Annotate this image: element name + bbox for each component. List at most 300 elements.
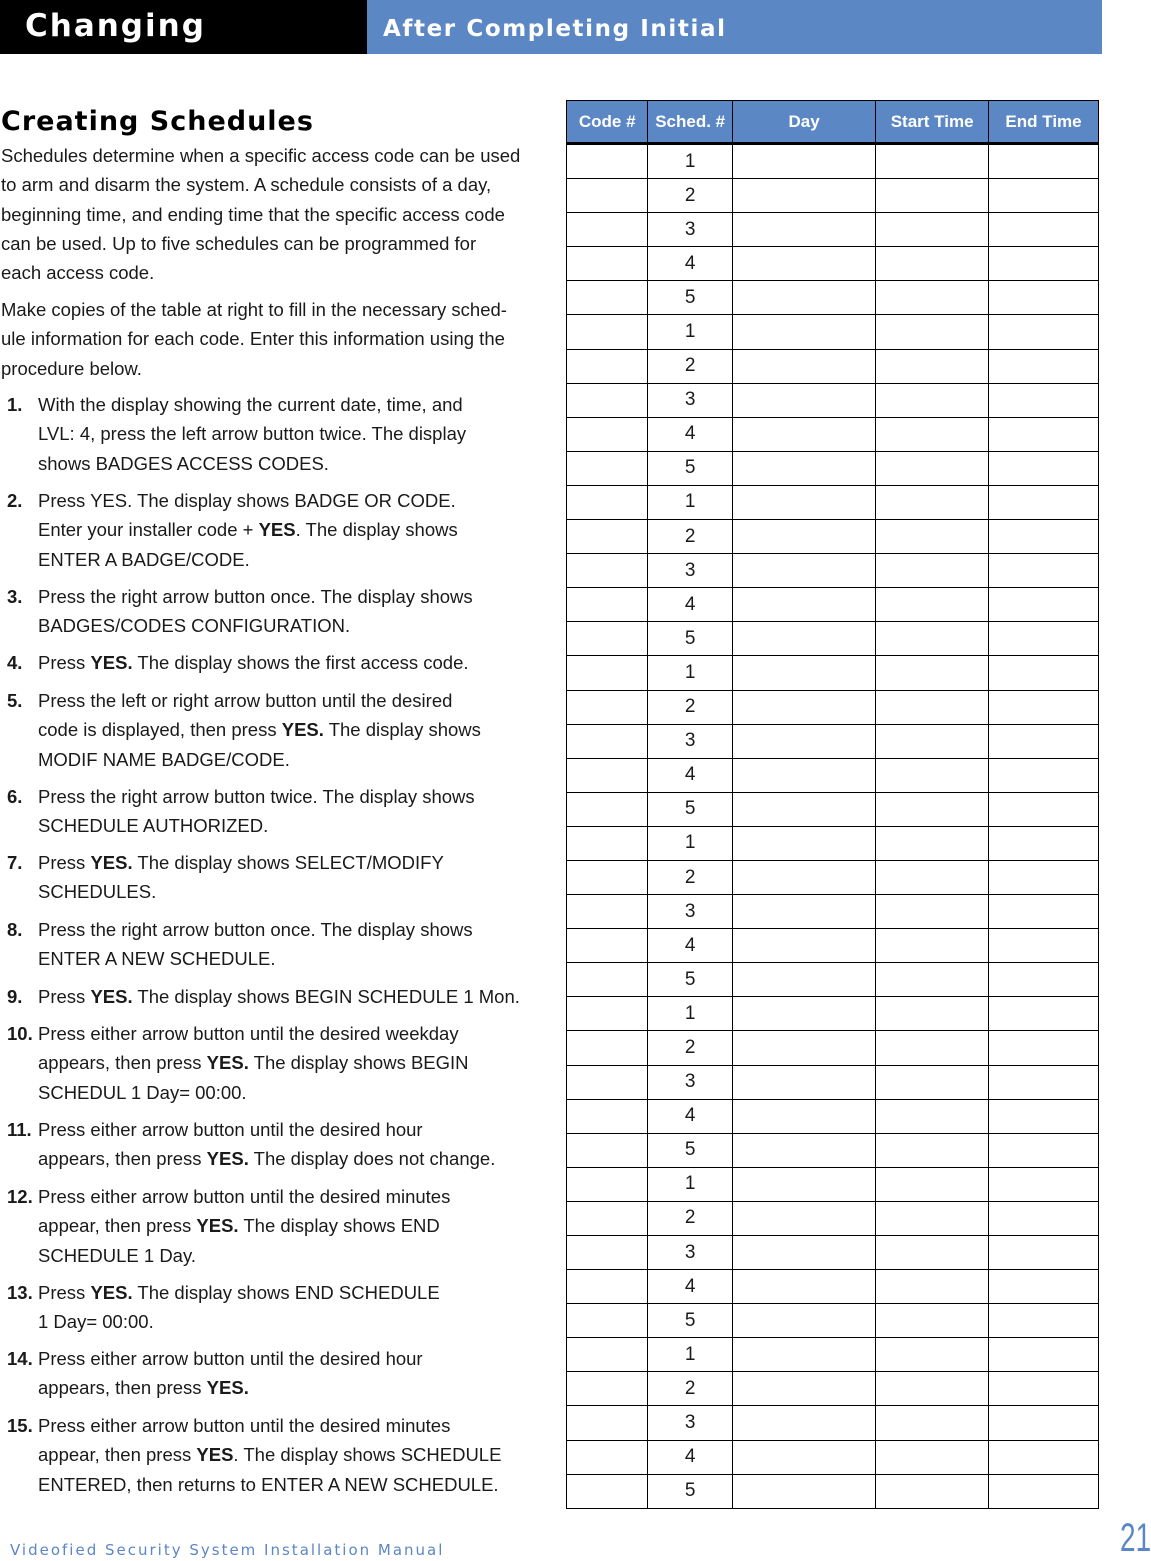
blank-cell bbox=[989, 247, 1099, 281]
blank-cell bbox=[567, 792, 648, 826]
blank-cell bbox=[732, 1304, 875, 1338]
procedure-step bbox=[7, 848, 547, 907]
blank-cell bbox=[732, 1031, 875, 1065]
sched-number-cell: 2 bbox=[648, 860, 733, 894]
blank-cell bbox=[567, 1440, 648, 1474]
blank-cell bbox=[732, 281, 875, 315]
blank-cell bbox=[989, 1099, 1099, 1133]
step-line bbox=[38, 915, 547, 944]
blank-cell bbox=[876, 588, 989, 622]
blank-cell bbox=[989, 554, 1099, 588]
blank-cell bbox=[876, 1133, 989, 1167]
sched-number-cell: 2 bbox=[648, 349, 733, 383]
step-line bbox=[38, 1048, 547, 1077]
blank-cell bbox=[876, 860, 989, 894]
sched-number-cell: 2 bbox=[648, 1031, 733, 1065]
blank-cell bbox=[567, 281, 648, 315]
blank-cell bbox=[989, 144, 1099, 179]
schedule-table bbox=[566, 100, 1099, 1509]
step-text-segment: The display shows END SCHEDULE bbox=[132, 1282, 440, 1303]
step-text-segment: appears, then press bbox=[38, 1052, 207, 1074]
blank-cell bbox=[567, 1133, 648, 1167]
paragraph-line: ule information for each code. Enter this information using the bbox=[1, 328, 505, 350]
step-number: 5. bbox=[7, 690, 23, 711]
sched-number-cell: 5 bbox=[648, 963, 733, 997]
sched-number-cell: 1 bbox=[648, 826, 733, 860]
step-line bbox=[38, 1019, 547, 1048]
blank-cell bbox=[876, 929, 989, 963]
blank-cell bbox=[732, 588, 875, 622]
blank-cell bbox=[732, 1440, 875, 1474]
step-text-segment: With the display showing the current date, time, and bbox=[38, 394, 463, 415]
blank-cell bbox=[732, 451, 875, 485]
blank-cell bbox=[567, 826, 648, 860]
blank-cell bbox=[989, 622, 1099, 656]
page-heading: Creating Schedules bbox=[1, 106, 314, 137]
step-text-segment: . The display shows SCHEDULE bbox=[233, 1444, 502, 1466]
table-row bbox=[567, 792, 1099, 826]
step-text-segment: MODIF NAME BADGE/CODE. bbox=[38, 748, 290, 770]
sched-number-cell: 4 bbox=[648, 929, 733, 963]
blank-cell bbox=[989, 520, 1099, 554]
sched-number-cell: 1 bbox=[648, 485, 733, 519]
step-text bbox=[38, 486, 547, 574]
step-text bbox=[38, 648, 547, 677]
blank-cell bbox=[876, 724, 989, 758]
step-line bbox=[38, 449, 547, 478]
step-line bbox=[38, 1411, 547, 1440]
blank-cell bbox=[989, 588, 1099, 622]
table-row bbox=[567, 758, 1099, 792]
blank-cell bbox=[567, 963, 648, 997]
step-text bbox=[38, 782, 547, 841]
blank-cell bbox=[876, 247, 989, 281]
blank-cell bbox=[732, 144, 875, 179]
paragraph-line: beginning time, and ending time that the specific access code bbox=[1, 203, 505, 225]
sched-number-cell: 1 bbox=[648, 997, 733, 1031]
step-text-segment: The display shows END bbox=[238, 1215, 440, 1237]
blank-cell bbox=[732, 247, 875, 281]
step-number: 4. bbox=[7, 652, 23, 673]
step-text bbox=[38, 848, 547, 907]
blank-cell bbox=[876, 895, 989, 929]
table-row bbox=[567, 860, 1099, 894]
step-number: 9. bbox=[7, 986, 23, 1007]
blank-cell bbox=[567, 1031, 648, 1065]
step-line bbox=[38, 545, 547, 574]
step-text bbox=[38, 1278, 547, 1337]
blank-cell bbox=[732, 1167, 875, 1201]
table-row bbox=[567, 1406, 1099, 1440]
blank-cell bbox=[567, 929, 648, 963]
blank-cell bbox=[567, 383, 648, 417]
blank-cell bbox=[876, 315, 989, 349]
step-line bbox=[38, 1078, 547, 1107]
procedure-step bbox=[7, 486, 547, 574]
blank-cell bbox=[989, 1031, 1099, 1065]
procedure-step bbox=[7, 1019, 547, 1107]
blank-cell bbox=[876, 997, 989, 1031]
step-text bbox=[38, 1182, 547, 1270]
blank-cell bbox=[732, 179, 875, 213]
blank-cell bbox=[876, 1406, 989, 1440]
step-line bbox=[38, 419, 547, 448]
step-text-segment: YES. bbox=[281, 719, 324, 741]
step-line bbox=[38, 1182, 547, 1211]
blank-cell bbox=[989, 213, 1099, 247]
blank-cell bbox=[876, 144, 989, 179]
sched-number-cell: 1 bbox=[648, 656, 733, 690]
blank-cell bbox=[567, 1304, 648, 1338]
step-number: 1. bbox=[7, 394, 23, 415]
step-text-segment: Press the right arrow button twice. The display shows bbox=[38, 786, 475, 807]
table-row bbox=[567, 929, 1099, 963]
step-line bbox=[38, 877, 547, 906]
table-row bbox=[567, 963, 1099, 997]
page-number: 21 bbox=[1120, 1516, 1151, 1560]
blank-cell bbox=[989, 1304, 1099, 1338]
blank-cell bbox=[732, 1372, 875, 1406]
blank-cell bbox=[567, 179, 648, 213]
blank-cell bbox=[732, 554, 875, 588]
blank-cell bbox=[732, 1236, 875, 1270]
blank-cell bbox=[732, 997, 875, 1031]
blank-cell bbox=[567, 213, 648, 247]
table-row bbox=[567, 690, 1099, 724]
blank-cell bbox=[989, 792, 1099, 826]
table-row bbox=[567, 417, 1099, 451]
manual-title: Videofied Security System Installation Manual bbox=[10, 1541, 445, 1559]
blank-cell bbox=[732, 1133, 875, 1167]
blank-cell bbox=[876, 1167, 989, 1201]
blank-cell bbox=[732, 929, 875, 963]
step-line bbox=[38, 1115, 547, 1144]
blank-cell bbox=[567, 144, 648, 179]
blank-cell bbox=[732, 520, 875, 554]
blank-cell bbox=[567, 485, 648, 519]
section-subtitle: After Completing Initial Configuration/Programming bbox=[367, 0, 1102, 54]
table-row bbox=[567, 1201, 1099, 1235]
blank-cell bbox=[989, 281, 1099, 315]
blank-cell bbox=[989, 1474, 1099, 1508]
step-text-segment: The display shows BEGIN bbox=[248, 1052, 469, 1074]
step-line bbox=[38, 648, 547, 677]
sched-number-cell: 3 bbox=[648, 1406, 733, 1440]
table-row bbox=[567, 724, 1099, 758]
step-text-segment: Press either arrow button until the desired minutes bbox=[38, 1415, 451, 1436]
table-row bbox=[567, 1372, 1099, 1406]
step-text-segment: SCHEDULES. bbox=[38, 881, 157, 903]
procedure-step bbox=[7, 982, 547, 1011]
sched-number-cell: 3 bbox=[648, 213, 733, 247]
blank-cell bbox=[989, 860, 1099, 894]
blank-cell bbox=[732, 383, 875, 417]
blank-cell bbox=[732, 758, 875, 792]
step-text-segment: ENTERED, then returns to ENTER A NEW SCHEDULE. bbox=[38, 1473, 499, 1495]
step-line bbox=[38, 1373, 547, 1402]
blank-cell bbox=[989, 179, 1099, 213]
blank-cell bbox=[876, 281, 989, 315]
step-line bbox=[38, 390, 547, 419]
paragraph bbox=[1, 295, 546, 383]
blank-cell bbox=[567, 1167, 648, 1201]
step-text-segment: YES. bbox=[90, 986, 133, 1007]
blank-cell bbox=[876, 1338, 989, 1372]
sched-number-cell: 1 bbox=[648, 1338, 733, 1372]
step-text-segment: Press either arrow button until the desired hour bbox=[38, 1119, 423, 1140]
step-number: 14. bbox=[7, 1348, 33, 1369]
paragraph-line: each access code. bbox=[1, 262, 155, 284]
blank-cell bbox=[989, 724, 1099, 758]
section-title: Changing Settings bbox=[0, 0, 367, 54]
step-text-segment: Enter your installer code + bbox=[38, 519, 259, 541]
step-text-segment: Press either arrow button until the desired hour bbox=[38, 1348, 423, 1369]
procedure-step bbox=[7, 1344, 547, 1403]
step-line bbox=[38, 745, 547, 774]
step-line bbox=[38, 1307, 547, 1336]
blank-cell bbox=[732, 656, 875, 690]
sched-number-cell: 2 bbox=[648, 1201, 733, 1235]
blank-cell bbox=[732, 1338, 875, 1372]
step-text-segment: YES. bbox=[90, 852, 133, 873]
blank-cell bbox=[732, 860, 875, 894]
blank-cell bbox=[876, 1474, 989, 1508]
step-text-segment: YES. bbox=[90, 1282, 133, 1303]
blank-cell bbox=[732, 826, 875, 860]
step-text bbox=[38, 686, 547, 774]
sched-number-cell: 4 bbox=[648, 247, 733, 281]
step-text bbox=[38, 582, 547, 641]
table-row bbox=[567, 451, 1099, 485]
step-text-segment: Press bbox=[38, 986, 91, 1007]
step-text-segment: The display shows BEGIN SCHEDULE 1 Mon. bbox=[132, 986, 520, 1007]
table-row bbox=[567, 622, 1099, 656]
table-row bbox=[567, 1167, 1099, 1201]
blank-cell bbox=[989, 451, 1099, 485]
table-row bbox=[567, 997, 1099, 1031]
blank-cell bbox=[876, 1304, 989, 1338]
blank-cell bbox=[989, 690, 1099, 724]
blank-cell bbox=[876, 349, 989, 383]
sched-number-cell: 3 bbox=[648, 383, 733, 417]
blank-cell bbox=[876, 1201, 989, 1235]
step-line bbox=[38, 1344, 547, 1373]
table-row bbox=[567, 1133, 1099, 1167]
blank-cell bbox=[876, 792, 989, 826]
step-line bbox=[38, 486, 547, 515]
blank-cell bbox=[876, 758, 989, 792]
table-row bbox=[567, 1065, 1099, 1099]
column-header: Code # bbox=[567, 101, 648, 144]
step-text-segment: YES. bbox=[206, 1377, 249, 1399]
step-text-segment: appears, then press bbox=[38, 1377, 207, 1399]
blank-cell bbox=[732, 1201, 875, 1235]
paragraph-line: can be used. Up to five schedules can be programmed for bbox=[1, 232, 477, 254]
table-row bbox=[567, 383, 1099, 417]
blank-cell bbox=[732, 1474, 875, 1508]
procedure-step bbox=[7, 782, 547, 841]
table-row bbox=[567, 315, 1099, 349]
blank-cell bbox=[567, 1099, 648, 1133]
blank-cell bbox=[732, 792, 875, 826]
blank-cell bbox=[567, 690, 648, 724]
step-text-segment: Press either arrow button until the desired weekday bbox=[38, 1023, 459, 1044]
sched-number-cell: 2 bbox=[648, 690, 733, 724]
blank-cell bbox=[989, 895, 1099, 929]
blank-cell bbox=[732, 213, 875, 247]
table-row bbox=[567, 1440, 1099, 1474]
blank-cell bbox=[567, 315, 648, 349]
blank-cell bbox=[567, 554, 648, 588]
blank-cell bbox=[567, 1201, 648, 1235]
sched-number-cell: 3 bbox=[648, 1236, 733, 1270]
table-row bbox=[567, 1270, 1099, 1304]
blank-cell bbox=[989, 315, 1099, 349]
step-line bbox=[38, 1278, 547, 1307]
blank-cell bbox=[567, 656, 648, 690]
paragraph-line: Schedules determine when a specific access code can be used bbox=[1, 145, 521, 166]
table-row bbox=[567, 1338, 1099, 1372]
blank-cell bbox=[732, 1065, 875, 1099]
step-text-segment: LVL: 4, press the left arrow button twice. The display bbox=[38, 423, 467, 445]
paragraph-line: to arm and disarm the system. A schedule consists of a day, bbox=[1, 174, 492, 196]
step-line bbox=[38, 1211, 547, 1240]
blank-cell bbox=[989, 1406, 1099, 1440]
blank-cell bbox=[567, 724, 648, 758]
blank-cell bbox=[732, 1270, 875, 1304]
blank-cell bbox=[876, 485, 989, 519]
step-number: 2. bbox=[7, 490, 23, 511]
table-row bbox=[567, 349, 1099, 383]
table-row bbox=[567, 554, 1099, 588]
step-number: 11. bbox=[7, 1119, 32, 1140]
step-text-segment: appear, then press bbox=[38, 1444, 197, 1466]
blank-cell bbox=[567, 520, 648, 554]
table-row bbox=[567, 485, 1099, 519]
step-line bbox=[38, 811, 547, 840]
blank-cell bbox=[989, 383, 1099, 417]
blank-cell bbox=[876, 1372, 989, 1406]
blank-cell bbox=[567, 1406, 648, 1440]
blank-cell bbox=[567, 895, 648, 929]
table-row bbox=[567, 179, 1099, 213]
sched-number-cell: 2 bbox=[648, 1372, 733, 1406]
step-line bbox=[38, 1440, 547, 1469]
column-header: Day bbox=[732, 101, 875, 144]
table-row bbox=[567, 895, 1099, 929]
blank-cell bbox=[876, 1099, 989, 1133]
procedure-step bbox=[7, 1278, 547, 1337]
step-text-segment: Press the right arrow button once. The display shows bbox=[38, 919, 473, 940]
step-line bbox=[38, 715, 547, 744]
table-row bbox=[567, 1304, 1099, 1338]
sched-number-cell: 2 bbox=[648, 179, 733, 213]
blank-cell bbox=[876, 554, 989, 588]
blank-cell bbox=[876, 826, 989, 860]
step-line bbox=[38, 1144, 547, 1173]
procedure-step bbox=[7, 648, 547, 677]
step-text-segment: The display does not change. bbox=[248, 1148, 496, 1170]
blank-cell bbox=[876, 1270, 989, 1304]
step-line bbox=[38, 515, 547, 544]
step-text-segment: Press the left or right arrow button until the desired bbox=[38, 690, 453, 711]
table-row bbox=[567, 281, 1099, 315]
step-line bbox=[38, 1241, 547, 1270]
step-text-segment: ENTER A NEW SCHEDULE. bbox=[38, 948, 276, 970]
step-text-segment: BADGES/CODES CONFIGURATION. bbox=[38, 615, 351, 637]
blank-cell bbox=[567, 247, 648, 281]
sched-number-cell: 4 bbox=[648, 1099, 733, 1133]
step-line bbox=[38, 611, 547, 640]
blank-cell bbox=[567, 451, 648, 485]
blank-cell bbox=[567, 1065, 648, 1099]
blank-cell bbox=[989, 1338, 1099, 1372]
blank-cell bbox=[876, 451, 989, 485]
blank-cell bbox=[989, 1065, 1099, 1099]
blank-cell bbox=[732, 963, 875, 997]
procedure-step bbox=[7, 1182, 547, 1270]
step-text-segment: code is displayed, then press bbox=[38, 719, 282, 741]
table-row bbox=[567, 1099, 1099, 1133]
step-number: 8. bbox=[7, 919, 23, 940]
sched-number-cell: 5 bbox=[648, 1133, 733, 1167]
blank-cell bbox=[989, 1270, 1099, 1304]
step-text bbox=[38, 1411, 547, 1499]
step-text-segment: YES. bbox=[206, 1148, 249, 1170]
procedure-step bbox=[7, 686, 547, 774]
blank-cell bbox=[567, 1270, 648, 1304]
step-text-segment: YES. bbox=[206, 1052, 249, 1074]
step-text-segment: YES. bbox=[196, 1215, 239, 1237]
step-text-segment: Press the right arrow button once. The display shows bbox=[38, 586, 473, 607]
blank-cell bbox=[567, 758, 648, 792]
blank-cell bbox=[989, 656, 1099, 690]
table-row bbox=[567, 247, 1099, 281]
blank-cell bbox=[732, 315, 875, 349]
blank-cell bbox=[732, 485, 875, 519]
blank-cell bbox=[989, 963, 1099, 997]
step-text bbox=[38, 1115, 547, 1174]
step-number: 10. bbox=[7, 1023, 33, 1044]
sched-number-cell: 5 bbox=[648, 281, 733, 315]
step-text bbox=[38, 1344, 547, 1403]
step-text-segment: YES. bbox=[90, 652, 133, 673]
paragraph-line: procedure below. bbox=[1, 357, 142, 379]
blank-cell bbox=[732, 724, 875, 758]
table-row bbox=[567, 1474, 1099, 1508]
step-text-segment: Press either arrow button until the desired minutes bbox=[38, 1186, 451, 1207]
sched-number-cell: 1 bbox=[648, 315, 733, 349]
blank-cell bbox=[732, 1099, 875, 1133]
blank-cell bbox=[876, 520, 989, 554]
step-text-segment: 1 Day= 00:00. bbox=[38, 1311, 154, 1333]
step-text-segment: ENTER A BADGE/CODE. bbox=[38, 548, 250, 570]
blank-cell bbox=[876, 1065, 989, 1099]
table-row bbox=[567, 1236, 1099, 1270]
blank-cell bbox=[732, 622, 875, 656]
blank-cell bbox=[989, 1167, 1099, 1201]
sched-number-cell: 4 bbox=[648, 588, 733, 622]
step-line bbox=[38, 982, 547, 1011]
step-text bbox=[38, 915, 547, 974]
step-text bbox=[38, 982, 547, 1011]
table-row bbox=[567, 520, 1099, 554]
sched-number-cell: 4 bbox=[648, 417, 733, 451]
step-text-segment: . The display shows bbox=[295, 519, 458, 541]
step-text bbox=[38, 390, 547, 478]
step-text-segment: shows BADGES ACCESS CODES. bbox=[38, 452, 329, 474]
procedure-step bbox=[7, 915, 547, 974]
